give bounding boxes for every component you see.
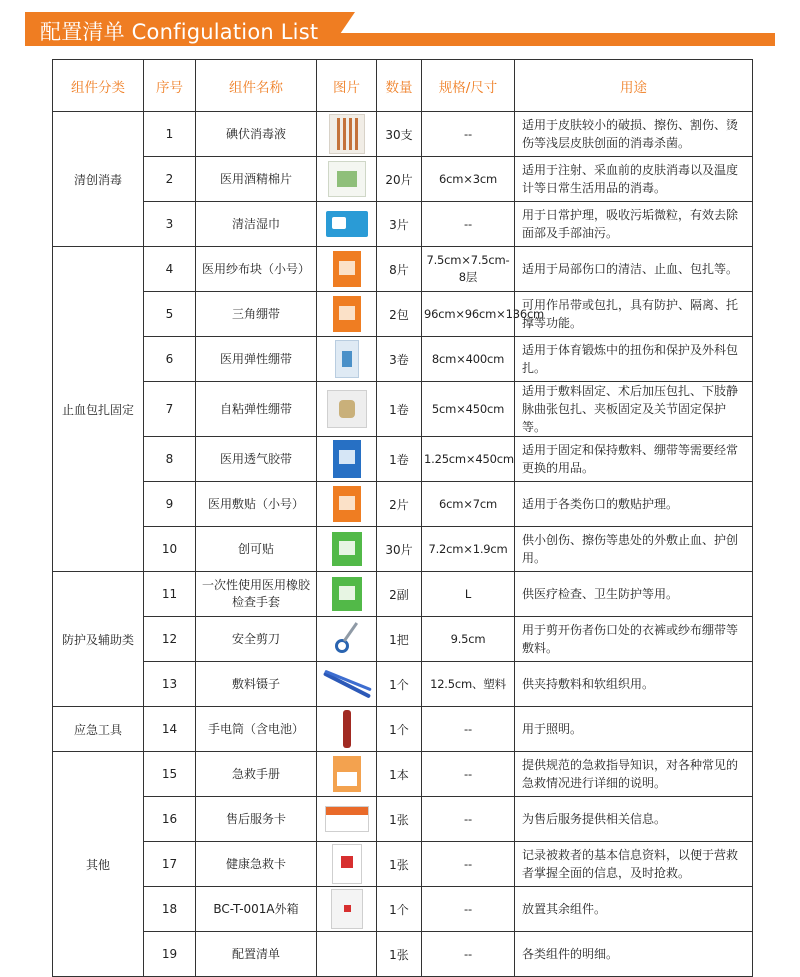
name-cell: 医用纱布块（小号） (196, 247, 317, 292)
page-header (25, 12, 775, 46)
table-row (53, 202, 753, 247)
column-header-use: 用途 (515, 60, 753, 112)
number-cell: 5 (144, 292, 196, 337)
column-header-category: 组件分类 (53, 60, 144, 112)
column-header-number: 序号 (144, 60, 196, 112)
name-cell: 健康急救卡 (196, 842, 317, 887)
health-card-image (332, 844, 362, 884)
use-cell: 适用于各类伤口的敷贴护理。 (515, 482, 753, 527)
category-cell: 防护及辅助类 (53, 572, 144, 707)
name-cell: 医用敷贴（小号） (196, 482, 317, 527)
use-cell: 适用于固定和保持敷料、绷带等需要经常更换的用品。 (515, 437, 753, 482)
quantity-cell: 1个 (377, 662, 422, 707)
use-cell: 记录被救者的基本信息资料，以便于营救者掌握全面的信息，及时抢救。 (515, 842, 753, 887)
number-cell: 6 (144, 337, 196, 382)
spec-cell: 6cm×7cm (422, 482, 515, 527)
name-cell: 创可贴 (196, 527, 317, 572)
spec-cell: -- (422, 842, 515, 887)
table-row (53, 752, 753, 797)
alcohol-pad-pack-image (328, 161, 366, 197)
spec-cell: 7.5cm×7.5cm-8层 (422, 247, 515, 292)
quantity-cell: 1张 (377, 797, 422, 842)
name-cell: 清洁湿巾 (196, 202, 317, 247)
name-cell: 敷料镊子 (196, 662, 317, 707)
quantity-cell: 1卷 (377, 437, 422, 482)
column-header-quantity: 数量 (377, 60, 422, 112)
spec-cell: -- (422, 112, 515, 157)
category-cell: 止血包扎固定 (53, 247, 144, 572)
number-cell: 13 (144, 662, 196, 707)
table-row (53, 842, 753, 887)
name-cell: 三角绷带 (196, 292, 317, 337)
table-row (53, 482, 753, 527)
quantity-cell: 30支 (377, 112, 422, 157)
image-cell (317, 437, 377, 482)
use-cell: 供小创伤、擦伤等患处的外敷止血、护创用。 (515, 527, 753, 572)
spec-cell: 1.25cm×450cm (422, 437, 515, 482)
image-cell (317, 202, 377, 247)
spec-cell: L (422, 572, 515, 617)
dressing-pack-image (333, 486, 361, 522)
spec-cell: 96cm×96cm×136cm (422, 292, 515, 337)
table-row (53, 527, 753, 572)
image-cell (317, 157, 377, 202)
use-cell: 提供规范的急救指导知识，对各种常见的急救情况进行详细的说明。 (515, 752, 753, 797)
configuration-table (52, 59, 753, 977)
use-cell: 供夹持敷料和软组织用。 (515, 662, 753, 707)
image-cell (317, 752, 377, 797)
image-cell (317, 292, 377, 337)
image-cell (317, 797, 377, 842)
quantity-cell: 8片 (377, 247, 422, 292)
category-cell: 其他 (53, 752, 144, 977)
number-cell: 1 (144, 112, 196, 157)
table-row (53, 617, 753, 662)
table-row (53, 157, 753, 202)
quantity-cell: 3片 (377, 202, 422, 247)
quantity-cell: 20片 (377, 157, 422, 202)
use-cell: 适用于皮肤较小的破损、擦伤、割伤、烫伤等浅层皮肤创面的消毒杀菌。 (515, 112, 753, 157)
gauze-pack-image (333, 251, 361, 287)
number-cell: 19 (144, 932, 196, 977)
table-row (53, 112, 753, 157)
use-cell: 用于日常护理，吸收污垢微粒，有效去除面部及手部油污。 (515, 202, 753, 247)
number-cell: 16 (144, 797, 196, 842)
use-cell: 供医疗检查、卫生防护等用。 (515, 572, 753, 617)
first-aid-manual-image (333, 756, 361, 792)
spec-cell: 5cm×450cm (422, 382, 515, 437)
number-cell: 4 (144, 247, 196, 292)
spec-cell: 7.2cm×1.9cm (422, 527, 515, 572)
image-cell (317, 112, 377, 157)
spec-cell: -- (422, 887, 515, 932)
name-cell: 一次性使用医用橡胶检查手套 (196, 572, 317, 617)
table-header-row (53, 60, 753, 112)
use-cell: 适用于注射、采血前的皮肤消毒以及温度计等日常生活用品的消毒。 (515, 157, 753, 202)
spec-cell: 9.5cm (422, 617, 515, 662)
outer-box-image (331, 889, 363, 929)
name-cell: 安全剪刀 (196, 617, 317, 662)
quantity-cell: 1卷 (377, 382, 422, 437)
use-cell: 各类组件的明细。 (515, 932, 753, 977)
image-cell (317, 482, 377, 527)
image-cell (317, 932, 377, 977)
number-cell: 9 (144, 482, 196, 527)
spec-cell: -- (422, 752, 515, 797)
elastic-bandage-pack-image (335, 340, 359, 378)
image-cell (317, 527, 377, 572)
category-cell: 清创消毒 (53, 112, 144, 247)
table-row (53, 932, 753, 977)
spec-cell: -- (422, 797, 515, 842)
quantity-cell: 1个 (377, 707, 422, 752)
image-cell (317, 887, 377, 932)
quantity-cell: 1张 (377, 842, 422, 887)
image-cell (317, 382, 377, 437)
spec-cell: 6cm×3cm (422, 157, 515, 202)
service-card-image (325, 806, 369, 832)
band-aid-pack-image (332, 532, 362, 566)
image-cell (317, 572, 377, 617)
page-title: 配置清单 Configulation List (40, 20, 319, 44)
name-cell: 医用透气胶带 (196, 437, 317, 482)
number-cell: 2 (144, 157, 196, 202)
use-cell: 用于照明。 (515, 707, 753, 752)
image-cell (317, 337, 377, 382)
spec-cell: -- (422, 202, 515, 247)
number-cell: 8 (144, 437, 196, 482)
table-row (53, 292, 753, 337)
tweezers-image (321, 664, 373, 704)
breathable-tape-pack-image (333, 440, 361, 478)
quantity-cell: 1本 (377, 752, 422, 797)
name-cell: 医用酒精棉片 (196, 157, 317, 202)
use-cell: 适用于敷料固定、术后加压包扎、下肢静脉曲张包扎、夹板固定及关节固定保护等。 (515, 382, 753, 437)
use-cell: 用于剪开伤者伤口处的衣裤或纱布绷带等敷料。 (515, 617, 753, 662)
number-cell: 15 (144, 752, 196, 797)
spec-cell: -- (422, 932, 515, 977)
use-cell: 为售后服务提供相关信息。 (515, 797, 753, 842)
table-row (53, 382, 753, 437)
table-row (53, 887, 753, 932)
quantity-cell: 1张 (377, 932, 422, 977)
image-cell (317, 662, 377, 707)
quantity-cell: 1个 (377, 887, 422, 932)
name-cell: 配置清单 (196, 932, 317, 977)
column-header-name: 组件名称 (196, 60, 317, 112)
number-cell: 18 (144, 887, 196, 932)
name-cell: 售后服务卡 (196, 797, 317, 842)
table-row (53, 337, 753, 382)
image-cell (317, 247, 377, 292)
name-cell: 碘伏消毒液 (196, 112, 317, 157)
use-cell: 放置其余组件。 (515, 887, 753, 932)
image-cell (317, 707, 377, 752)
name-cell: 手电筒（含电池） (196, 707, 317, 752)
self-adhesive-bandage-image (327, 390, 367, 428)
number-cell: 14 (144, 707, 196, 752)
flashlight-image (333, 708, 361, 750)
image-cell (317, 617, 377, 662)
name-cell: 急救手册 (196, 752, 317, 797)
gloves-pack-image (332, 577, 362, 611)
iodine-swab-pack-image (329, 114, 365, 154)
table-row (53, 797, 753, 842)
table-row (53, 247, 753, 292)
column-header-spec: 规格/尺寸 (422, 60, 515, 112)
spec-cell: 12.5cm、塑料 (422, 662, 515, 707)
number-cell: 3 (144, 202, 196, 247)
quantity-cell: 1把 (377, 617, 422, 662)
name-cell: 自粘弹性绷带 (196, 382, 317, 437)
number-cell: 17 (144, 842, 196, 887)
number-cell: 7 (144, 382, 196, 437)
name-cell: BC-T-001A外箱 (196, 887, 317, 932)
quantity-cell: 2片 (377, 482, 422, 527)
table-row (53, 707, 753, 752)
table-row (53, 572, 753, 617)
use-cell: 适用于体育锻炼中的扭伤和保护及外科包扎。 (515, 337, 753, 382)
triangle-bandage-pack-image (333, 296, 361, 332)
column-header-image: 图片 (317, 60, 377, 112)
quantity-cell: 2包 (377, 292, 422, 337)
quantity-cell: 3卷 (377, 337, 422, 382)
scissors-image (325, 619, 369, 659)
use-cell: 适用于局部伤口的清洁、止血、包扎等。 (515, 247, 753, 292)
number-cell: 11 (144, 572, 196, 617)
spec-cell: 8cm×400cm (422, 337, 515, 382)
table-row (53, 662, 753, 707)
number-cell: 10 (144, 527, 196, 572)
use-cell: 可用作吊带或包扎，具有防护、隔离、托撑等功能。 (515, 292, 753, 337)
number-cell: 12 (144, 617, 196, 662)
name-cell: 医用弹性绷带 (196, 337, 317, 382)
spec-cell: -- (422, 707, 515, 752)
wet-wipe-pack-image (326, 211, 368, 237)
image-cell (317, 842, 377, 887)
table-row (53, 437, 753, 482)
category-cell: 应急工具 (53, 707, 144, 752)
quantity-cell: 2副 (377, 572, 422, 617)
quantity-cell: 30片 (377, 527, 422, 572)
